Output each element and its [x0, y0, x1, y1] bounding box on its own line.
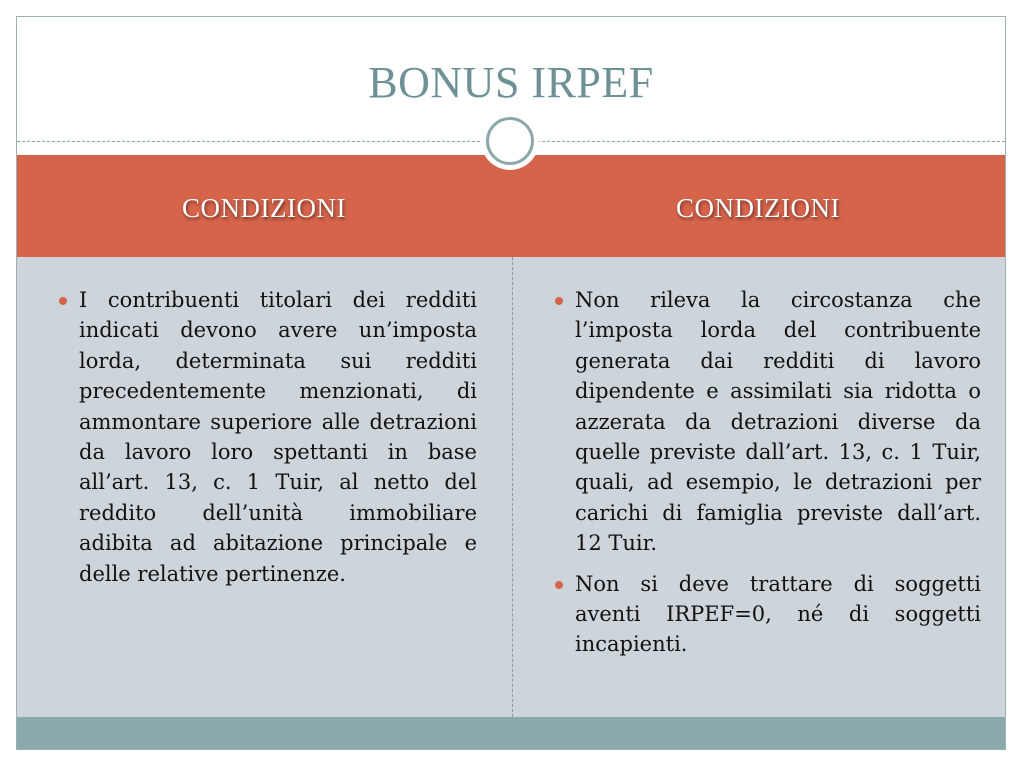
list-item [555, 569, 981, 660]
slide [16, 16, 1006, 750]
left-column-heading: CONDIZIONI [182, 193, 346, 223]
column-divider [512, 257, 513, 717]
footer-band [17, 717, 1005, 750]
right-column-heading: CONDIZIONI [676, 193, 840, 223]
circle-ornament-icon [486, 117, 534, 165]
bullet-icon [555, 297, 563, 305]
bullet-text: Non rileva la circostanza che l’imposta lorda del contribuente generata dai redditi di lavoro dipendente e assimilati sia ridotta o azzerata da detrazioni diverse da quelle previste dall’art. 13, c. 1 Tuir, quali, ad esempio, le detrazioni per carichi di famiglia previste dall’art. 12 Tuir. [575, 288, 981, 556]
bullet-icon [555, 581, 563, 589]
slide-title: BONUS IRPEF [368, 58, 654, 107]
bullet-text: Non si deve trattare di soggetti aventi IRPEF=0, né di soggetti incapienti. [575, 571, 981, 657]
list-item [555, 285, 981, 559]
bullet-text: I contribuenti titolari dei redditi indicati devono avere un’imposta lorda, determinata sui redditi precedentemente menzionati, di ammontare superiore alle detrazioni da lavoro loro spettanti in base all’art. 13, c. 1 Tuir, al netto del reddito dell’unità immobiliare adibita ad abitazione principale e delle relative pertinenze. [79, 288, 477, 586]
bullet-icon [59, 297, 67, 305]
list-item [59, 285, 477, 589]
left-column [59, 285, 477, 599]
right-column [555, 285, 981, 670]
